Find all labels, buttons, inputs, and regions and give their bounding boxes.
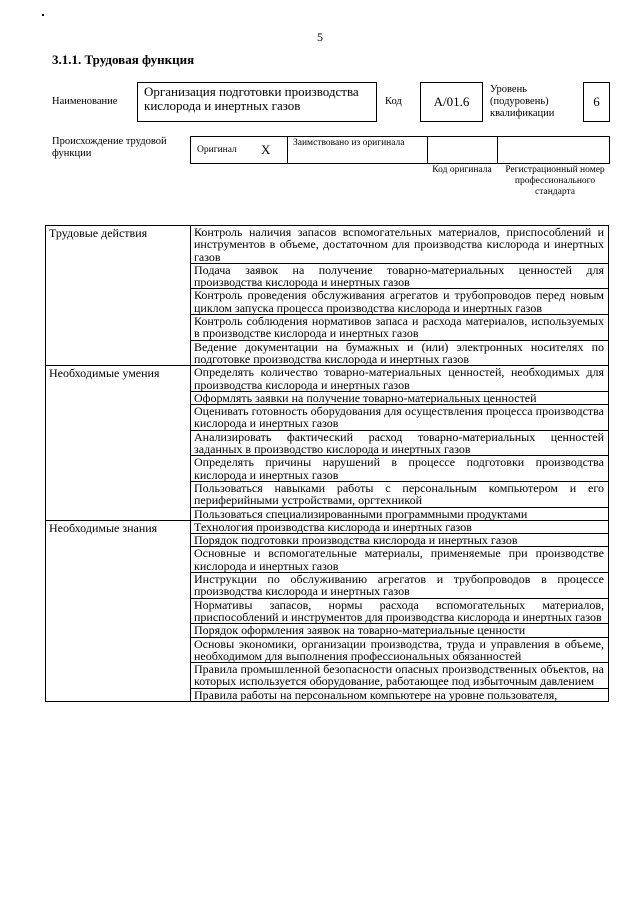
regnum-caption: Регистрационный номер профессионального стандарта	[505, 165, 605, 197]
item-cell: Ведение документации на бумажных и (или) электронных носителях по подготовке производства кислорода и инертных газов	[191, 340, 609, 366]
item-cell: Пользоваться навыками работы с персональным компьютером и его периферийными устройствами, оргтехникой	[191, 481, 609, 507]
item-cell: Порядок оформления заявок на товарно-материальные ценности	[191, 624, 609, 637]
item-cell: Определять причины нарушений в процессе подготовки производства кислорода и инертных газов	[191, 456, 609, 482]
item-cell: Основные и вспомогательные материалы, применяемые при производстве кислорода и инертных газов	[191, 547, 609, 573]
origin-label: Происхождение трудовой функции	[52, 136, 167, 159]
scan-speck	[42, 14, 44, 16]
category-cell: Трудовые действия	[46, 226, 191, 366]
item-cell: Контроль проведения обслуживания агрегатов и трубопроводов перед новым циклом запуска процесса производства кислорода и инертных газов	[191, 289, 609, 315]
item-cell: Инструкции по обслуживанию агрегатов и трубопроводов в процессе производства кислорода и инертных газов	[191, 573, 609, 599]
item-cell: Технология производства кислорода и инертных газов	[191, 520, 609, 533]
item-cell: Правила промышленной безопасности опасных производственных объектов, на которых используется оборудование, работающее под избыточным давлением	[191, 663, 609, 689]
item-cell: Оценивать готовность оборудования для осуществления процесса производства кислорода и инертных газов	[191, 405, 609, 431]
section-title: 3.1.1. Трудовая функция	[52, 52, 195, 67]
item-cell: Правила работы на персональном компьютере на уровне пользователя,	[191, 688, 609, 701]
item-cell: Контроль соблюдения нормативов запаса и расхода материалов, используемых в производстве кислорода и инертных газов	[191, 315, 609, 341]
item-cell: Контроль наличия запасов вспомогательных материалов, приспособлений и инструментов в объеме, достаточном для производства кислорода и инертных газов	[191, 226, 609, 264]
code-label: Код	[385, 96, 402, 107]
item-cell: Подача заявок на получение товарно-материальных ценностей для производства кислорода и инертных газов	[191, 263, 609, 289]
original-label: Оригинал	[197, 145, 237, 155]
level-label: Уровень (подуровень) квалификации	[490, 84, 555, 119]
name-value: Организация подготовки производства кислорода и инертных газов	[137, 82, 377, 122]
divider	[427, 136, 428, 164]
item-cell: Порядок подготовки производства кислорода и инертных газов	[191, 534, 609, 547]
borrowed-label: Заимствовано из оригинала	[293, 138, 405, 148]
origin-row	[190, 136, 610, 164]
divider	[497, 136, 498, 164]
table-row	[46, 520, 609, 533]
level-value: 6	[583, 82, 610, 122]
category-cell: Необходимые знания	[46, 520, 191, 701]
item-cell: Оформлять заявки на получение товарно-материальных ценностей	[191, 391, 609, 404]
item-cell: Пользоваться специализированными программными продуктами	[191, 507, 609, 520]
item-cell: Основы экономики, организации производства, труда и управления в объеме, необходимом для выполнения профессиональных обязанностей	[191, 637, 609, 663]
table-row	[46, 366, 609, 392]
code-original-caption: Код оригинала	[432, 165, 492, 175]
table-row	[46, 226, 609, 264]
item-cell: Определять количество товарно-материальных ценностей, необходимых для производства кислорода и инертных газов	[191, 366, 609, 392]
original-mark: X	[261, 142, 271, 157]
item-cell: Анализировать фактический расход товарно-материальных ценностей заданных в производство кислорода и инертных газов	[191, 430, 609, 456]
category-cell: Необходимые умения	[46, 366, 191, 521]
name-label: Наименование	[52, 96, 118, 107]
divider	[287, 136, 288, 164]
code-value: A/01.6	[420, 82, 483, 122]
page-number: 5	[317, 30, 323, 44]
item-cell: Нормативы запасов, нормы расхода вспомогательных материалов, приспособлений и инструментов для производства кислорода и инертных газов	[191, 598, 609, 624]
requirements-table	[45, 225, 609, 702]
